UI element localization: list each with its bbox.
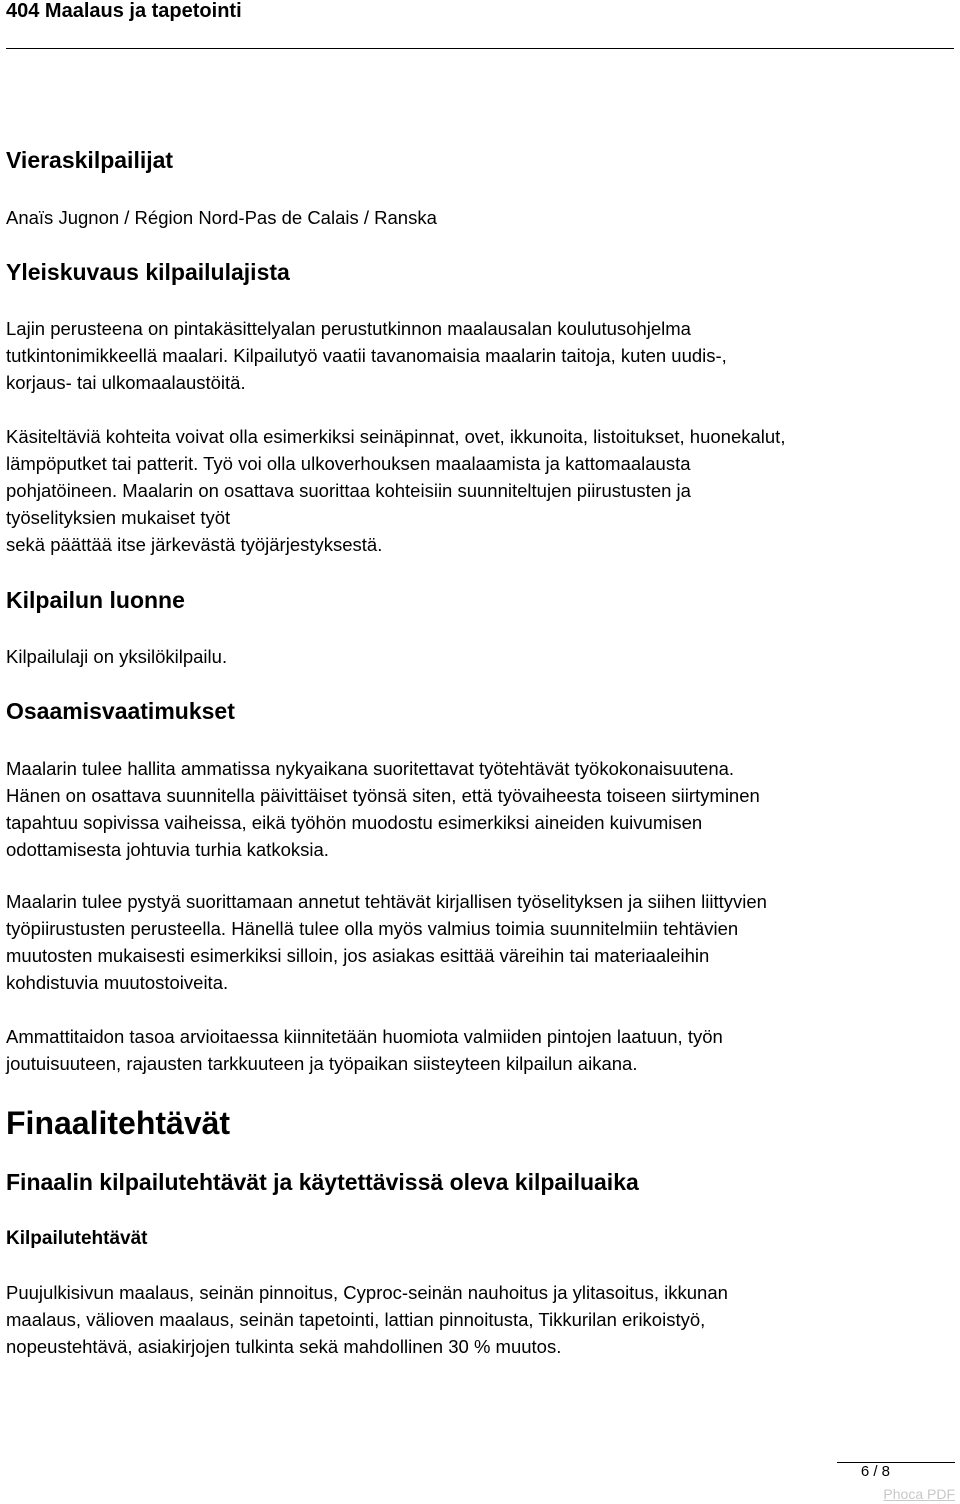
text-line: kohdistuvia muutostoiveita. (6, 972, 229, 993)
guest-competitor-name: Anaïs Jugnon / Région Nord-Pas de Calais / Ranska (6, 207, 437, 228)
heading-competition-nature: Kilpailun luonne (6, 587, 185, 613)
heading-overview: Yleiskuvaus kilpailulajista (6, 259, 290, 285)
text-line: Ammattitaidon tasoa arvioitaessa kiinnitetään huomiota valmiiden pintojen laatuun, työn (6, 1026, 723, 1047)
text-line: muutosten mukaisesti esimerkiksi silloin, jos asiakas esittää väreihin tai materiaaleihin (6, 945, 710, 966)
text-line: tutkintonimikkeellä maalari. Kilpailutyö vaatii tavanomaisia maalarin taitoja, kuten uudis-, (6, 345, 727, 366)
text-line: nopeustehtävä, asiakirjojen tulkinta sekä mahdollinen 30 % muutos. (6, 1336, 562, 1357)
text-line: tapahtuu sopivissa vaiheissa, eikä työhön muodostu esimerkiksi aineiden kuivumisen (6, 812, 703, 833)
text-line: Hänen on osattava suunnitella päivittäiset työnsä siten, että työvaiheesta toiseen siirtyminen (6, 785, 760, 806)
text-line: lämpöputket tai patterit. Työ voi olla ulkoverhouksen maalaamista ja kattomaalausta (6, 453, 691, 474)
header-divider (6, 48, 954, 49)
competition-tasks-paragraph (6, 1279, 728, 1360)
competition-nature-text: Kilpailulaji on yksilökilpailu. (6, 646, 228, 667)
text-line: joutuisuuteen, rajausten tarkkuuteen ja työpaikan siisteyteen kilpailun aikana. (6, 1053, 638, 1074)
text-line: Maalarin tulee hallita ammatissa nykyaikana suoritettavat työtehtävät työkokonaisuutena. (6, 758, 735, 779)
heading-final-tasks-time: Finaalin kilpailutehtävät ja käytettävissä oleva kilpailuaika (6, 1169, 639, 1195)
page-number: 6 / 8 (860, 1463, 890, 1480)
text-line: korjaus- tai ulkomaalaustöitä. (6, 372, 246, 393)
skills-paragraph-2 (6, 888, 767, 996)
text-line: sekä päättää itse järkevästä työjärjestyksestä. (6, 534, 383, 555)
text-line: työpiirustusten perusteella. Hänellä tulee olla myös valmius toimia suunnitelmiin tehtävien (6, 918, 739, 939)
text-line: pohjatöineen. Maalarin on osattava suorittaa kohteisiin suunniteltujen piirustusten ja (6, 480, 691, 501)
text-line: Maalarin tulee pystyä suorittamaan annetut tehtävät kirjallisen työselityksen ja siihen liittyvien (6, 891, 767, 912)
skills-paragraph-3 (6, 1023, 723, 1077)
text-line: maalaus, välioven maalaus, seinän tapetointi, lattian pinnoitusta, Tikkurilan erikoistyö, (6, 1309, 706, 1330)
heading-skill-requirements: Osaamisvaatimukset (6, 698, 235, 724)
text-line: Lajin perusteena on pintakäsittelyalan perustutkinnon maalausalan koulutusohjelma (6, 318, 691, 339)
overview-paragraph-1 (6, 315, 727, 396)
overview-paragraph-2 (6, 423, 785, 558)
document-header-title: 404 Maalaus ja tapetointi (6, 0, 242, 22)
text-line: Puujulkisivun maalaus, seinän pinnoitus, Cyproc-seinän nauhoitus ja ylitasoitus, ikkunan (6, 1282, 728, 1303)
heading-competition-tasks: Kilpailutehtävät (6, 1228, 148, 1249)
text-line: odottamisesta johtuvia turhia katkoksia. (6, 839, 329, 860)
text-line: työselityksien mukaiset työt (6, 507, 231, 528)
heading-final-tasks: Finaalitehtävät (6, 1105, 231, 1141)
text-line: Käsiteltäviä kohteita voivat olla esimerkiksi seinäpinnat, ovet, ikkunoita, listoitukset, huonekalut, (6, 426, 786, 447)
heading-guest-competitors: Vieraskilpailijat (6, 147, 174, 173)
skills-paragraph-1 (6, 755, 760, 863)
phoca-pdf-link[interactable]: Phoca PDF (883, 1486, 955, 1502)
